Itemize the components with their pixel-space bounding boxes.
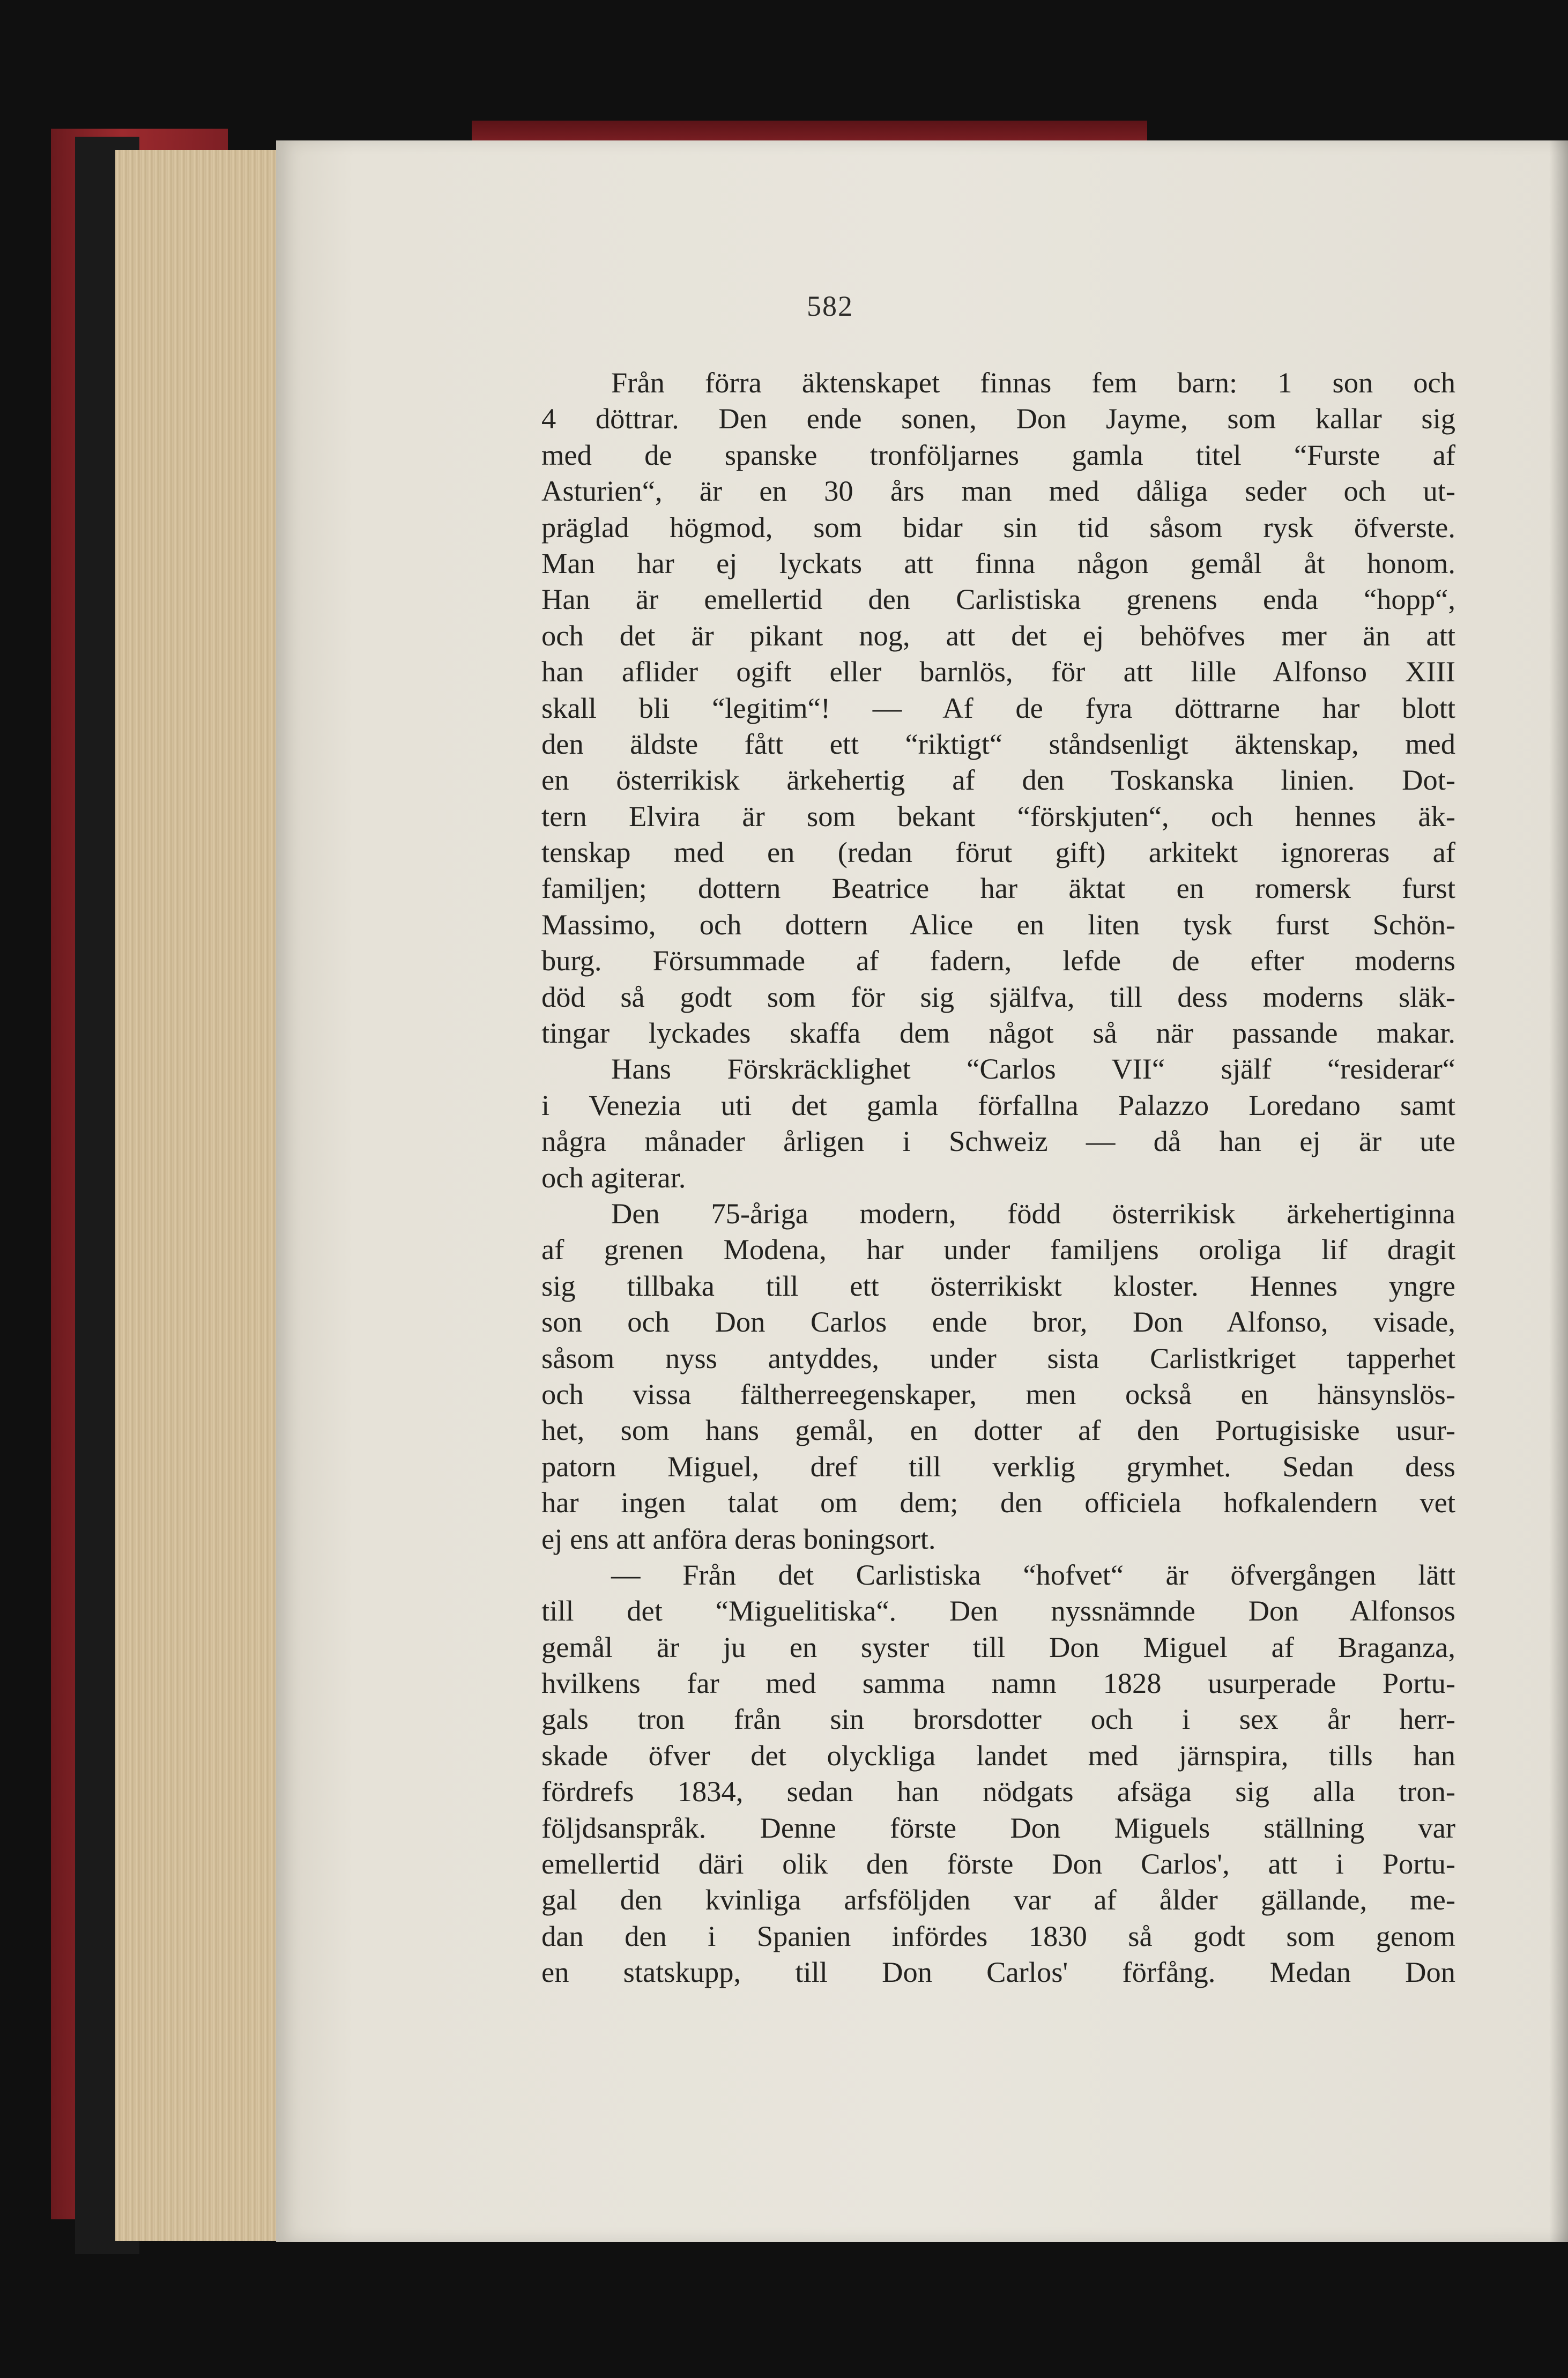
text-line: gemål är ju en syster till Don Miguel af Braganza, [541, 1630, 1455, 1663]
text-line: — Från det Carlistiska “hofvet“ är öfvergången lätt [611, 1558, 1455, 1591]
text-line: Man har ej lyckats att finna någon gemål åt honom. [541, 546, 1455, 579]
text-line: med de spanske tronföljarnes gamla titel “Furste af [541, 438, 1455, 471]
text-line: son och Don Carlos ende bror, Don Alfonso, visade, [541, 1305, 1455, 1339]
text-line: Massimo, och dottern Alice en liten tysk furst Schön- [541, 908, 1455, 941]
text-line: Från förra äktenskapet finnas fem barn: 1 son och [611, 366, 1455, 399]
text-line: har ingen talat om dem; den officiela hofkalendern vet [541, 1486, 1455, 1519]
text-line: såsom nyss antyddes, under sista Carlistkriget tapperhet [541, 1341, 1455, 1374]
page-right-shadow [1549, 140, 1568, 2242]
text-line: den äldste fått ett “riktigt“ ståndsenligt äktenskap, med [541, 727, 1455, 760]
text-line: en statskupp, till Don Carlos' förfång. Medan Don [541, 1956, 1455, 1989]
text-line: död så godt som för sig själfva, till dess moderns släk- [541, 980, 1455, 1013]
page-text [541, 365, 1455, 1990]
text-line: ej ens att anföra deras boningsort. [541, 1522, 936, 1555]
text-line: tenskap med en (redan förut gift) arkitekt ignoreras af [541, 836, 1455, 869]
text-line: i Venezia uti det gamla förfallna Palazzo Loredano samt [541, 1088, 1455, 1121]
text-line: 4 döttrar. Den ende sonen, Don Jayme, som kallar sig [541, 402, 1455, 435]
text-line: tern Elvira är som bekant “förskjuten“, och hennes äk- [541, 799, 1455, 833]
text-line: några månader årligen i Schweiz — då han ej är ute [541, 1125, 1455, 1158]
text-line: dan den i Spanien infördes 1830 så godt som genom [541, 1919, 1455, 1952]
text-line: gals tron från sin brorsdotter och i sex år herr- [541, 1703, 1455, 1736]
text-line: Han är emellertid den Carlistiska grenens enda “hopp“, [541, 583, 1455, 616]
text-line: en österrikisk ärkehertig af den Toskanska linien. Dot- [541, 763, 1455, 797]
text-line: präglad högmod, som bidar sin tid såsom rysk öfverste. [541, 510, 1455, 544]
text-line: af grenen Modena, har under familjens oroliga lif dragit [541, 1233, 1455, 1266]
text-line: burg. Försummade af fadern, lefde de efter moderns [541, 944, 1455, 977]
text-line: sig tillbaka till ett österrikiskt kloster. Hennes yngre [541, 1269, 1455, 1302]
text-line: och det är pikant nog, att det ej behöfves mer än att [541, 619, 1455, 652]
text-line: skade öfver det olyckliga landet med järnspira, tills han [541, 1738, 1455, 1772]
text-line: hvilkens far med samma namn 1828 usurperade Portu- [541, 1667, 1455, 1700]
text-line: och agiterar. [541, 1161, 686, 1194]
text-line: gal den kvinliga arfsföljden var af ålder gällande, me- [541, 1883, 1455, 1916]
text-line: skall bli “legitim“! — Af de fyra döttrarne har blott [541, 691, 1455, 724]
text-line: till det “Miguelitiska“. Den nyssnämnde Don Alfonsos [541, 1594, 1455, 1628]
page-number: 582 [807, 290, 853, 322]
text-line: tingar lyckades skaffa dem något så när passande makar. [541, 1016, 1455, 1050]
text-line: och vissa fältherreegenskaper, men också en hänsynslös- [541, 1377, 1455, 1410]
text-line: Asturien“, är en 30 års man med dåliga seder och ut- [541, 474, 1455, 508]
text-line: han aflider ogift eller barnlös, för att lille Alfonso XIII [541, 655, 1455, 688]
text-line: familjen; dottern Beatrice har äktat en romersk furst [541, 872, 1455, 905]
text-line: Den 75-åriga modern, född österrikisk ärkehertiginna [611, 1197, 1455, 1230]
page-block-edges [115, 150, 276, 2241]
text-line: patorn Miguel, dref till verklig grymhet. Sedan dess [541, 1450, 1455, 1483]
text-line: fördrefs 1834, sedan han nödgats afsäga sig alla tron- [541, 1775, 1455, 1808]
text-line: emellertid däri olik den förste Don Carlos', att i Portu- [541, 1847, 1455, 1881]
text-line: het, som hans gemål, en dotter af den Portugisiske usur- [541, 1414, 1455, 1447]
text-line: följdsanspråk. Denne förste Don Miguels ställning var [541, 1811, 1455, 1844]
text-line: Hans Förskräcklighet “Carlos VII“ själf “residerar“ [611, 1052, 1455, 1086]
